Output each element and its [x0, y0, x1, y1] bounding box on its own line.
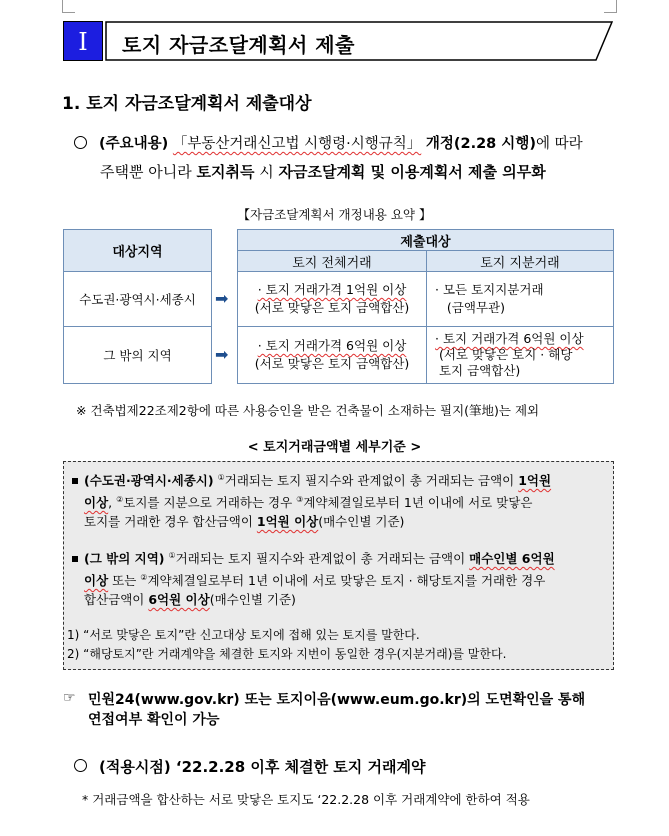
- text-segment: 1억원 이상: [256, 514, 319, 529]
- text-segment: ‘22.2.28 이후 체결한 토지 거래계약: [170, 758, 426, 776]
- table-caption: 【자금조달계획서 개정내용 요약 】: [237, 207, 432, 222]
- criteria2-line3: [84, 589, 296, 611]
- row2-share: [426, 326, 614, 384]
- row1-share-line1: · 모든 토지지분거래: [435, 282, 544, 297]
- text-segment: (수도권·광역시·세종시): [84, 473, 214, 489]
- row1-share-line2: (금액무관): [446, 300, 505, 315]
- text-segment: 토지취득: [196, 163, 255, 181]
- text-segment: 1억원: [518, 473, 552, 489]
- row2-share-line1: · 토지 거래가격 6억원 이상: [435, 331, 584, 346]
- row1-whole-line2: (서로 맞닿은 토지 금액합산): [254, 300, 410, 315]
- row2-whole: [237, 326, 427, 384]
- heading-submission-target: 1. 토지 자금조달계획서 제출대상: [62, 94, 312, 114]
- text-segment: 거래되는 토지 필지수와 관계없이 총 거래되는 금액이: [224, 473, 519, 489]
- square-bullet-icon: [72, 556, 78, 562]
- text-segment: 시: [254, 163, 279, 181]
- header-whole: 토지 전체거래: [237, 250, 427, 272]
- main-content-line1: [74, 132, 583, 153]
- effective-date-line: [74, 756, 425, 777]
- footnote-2: 2) “해당토지”란 거래계약을 체결한 토지와 지번이 동일한 경우(지분거래)를 말한다.: [67, 647, 507, 661]
- row2-share-line2: (서로 맞닿은 토지 · 해당: [438, 347, 573, 362]
- text-segment: 이상: [84, 495, 109, 511]
- text-segment: ②: [116, 495, 124, 504]
- row2-whole-line2: (서로 맞닿은 토지 금액합산): [254, 356, 410, 371]
- text-segment: 거래되는 토지 필지수와 관계없이 총 거래되는 금액이: [175, 551, 470, 567]
- text-segment: 토지를 거래한 경우 합산금액이: [84, 514, 257, 529]
- header-share: 토지 지분거래: [426, 250, 614, 272]
- text-segment: 6억원 이상: [148, 592, 210, 607]
- row1-share: [426, 271, 614, 327]
- law-name: 「부동산거래신고법 시행령·시행규칙」: [172, 136, 422, 152]
- text-segment: 또는: [108, 573, 141, 589]
- text-segment: 토지를 지분으로 거래하는 경우: [123, 495, 297, 511]
- revision-text: 개정(2.28 시행): [425, 136, 536, 152]
- row1-whole-line1: · 토지 거래가격 1억원 이상: [257, 282, 407, 297]
- line1-end: 에 따라: [535, 136, 583, 152]
- header-region: 대상지역: [63, 229, 212, 272]
- text-segment: 계약체결일로부터 1년 이내에 서로 맞닿은: [303, 495, 533, 511]
- row2-share-line3: 토지 금액합산): [438, 363, 521, 378]
- square-bullet-icon: [72, 478, 78, 484]
- circle-bullet-icon: [74, 759, 87, 772]
- text-segment: 합산금액이: [84, 592, 149, 607]
- section-number-badge: I: [63, 21, 103, 61]
- row1-region: 수도권·광역시·세종시: [63, 271, 212, 327]
- text-segment: ③: [296, 495, 304, 504]
- text-segment: 계약체결일로부터 1년 이내에 서로 맞닿은 토지 · 해당토지를 거래한 경우: [147, 573, 546, 589]
- criteria-heading: < 토지거래금액별 세부기준 >: [247, 440, 422, 455]
- text-segment: 자금조달계획 및 이용계획서 제출 의무화: [278, 163, 546, 181]
- text-segment: ②: [140, 573, 148, 582]
- text-segment: ,: [108, 495, 117, 511]
- main-content-line2: [100, 161, 546, 182]
- right-arrow-icon: ➡: [215, 289, 229, 308]
- text-segment: (매수인별 기준): [209, 592, 296, 607]
- criteria1-line3: [84, 511, 404, 533]
- row2-whole-line1: · 토지 거래가격 6억원 이상: [257, 338, 407, 353]
- hint-text: [88, 690, 585, 730]
- text-segment: (적용시점): [99, 758, 171, 776]
- circle-bullet-icon: [74, 136, 87, 149]
- page-corner-mark: [62, 0, 75, 13]
- text-segment: 매수인별 6억원: [469, 551, 555, 567]
- right-arrow-icon: ➡: [215, 345, 229, 364]
- text-segment: 이상: [84, 573, 109, 589]
- exclusion-note: ※ 건축법제22조제2항에 따른 사용승인을 받은 건축물이 소재하는 필지(筆地)는 제외: [76, 403, 540, 418]
- page-corner-mark: [604, 0, 617, 13]
- text-segment: (매수인별 기준): [318, 514, 405, 529]
- text-segment: ①: [217, 473, 225, 482]
- row1-whole: [237, 271, 427, 327]
- application-note: * 거래금액을 합산하는 서로 맞닿은 토지도 ‘22.2.28 이후 거래계약에 한하여 적용: [82, 792, 530, 807]
- pointing-hand-icon: ☞: [63, 690, 76, 706]
- footnote-1: 1) “서로 맞닿은 토지”란 신고대상 토지에 접해 있는 토지를 말한다.: [67, 628, 420, 642]
- hint-line1: 민원24(www.gov.kr) 또는 토지이음(www.eum.go.kr)의 도면확인을 통해: [88, 692, 586, 708]
- text-segment: (그 밖의 지역): [84, 551, 165, 567]
- text-segment: 주택뿐 아니라: [100, 163, 197, 181]
- header-target: 제출대상: [237, 229, 614, 251]
- hint-line2: 연접여부 확인이 가능: [88, 712, 220, 728]
- row2-region: 그 밖의 지역: [63, 326, 212, 384]
- main-content-label: (주요내용): [99, 136, 169, 152]
- section-title: 토지 자금조달계획서 제출: [122, 33, 355, 57]
- text-segment: ①: [168, 551, 176, 560]
